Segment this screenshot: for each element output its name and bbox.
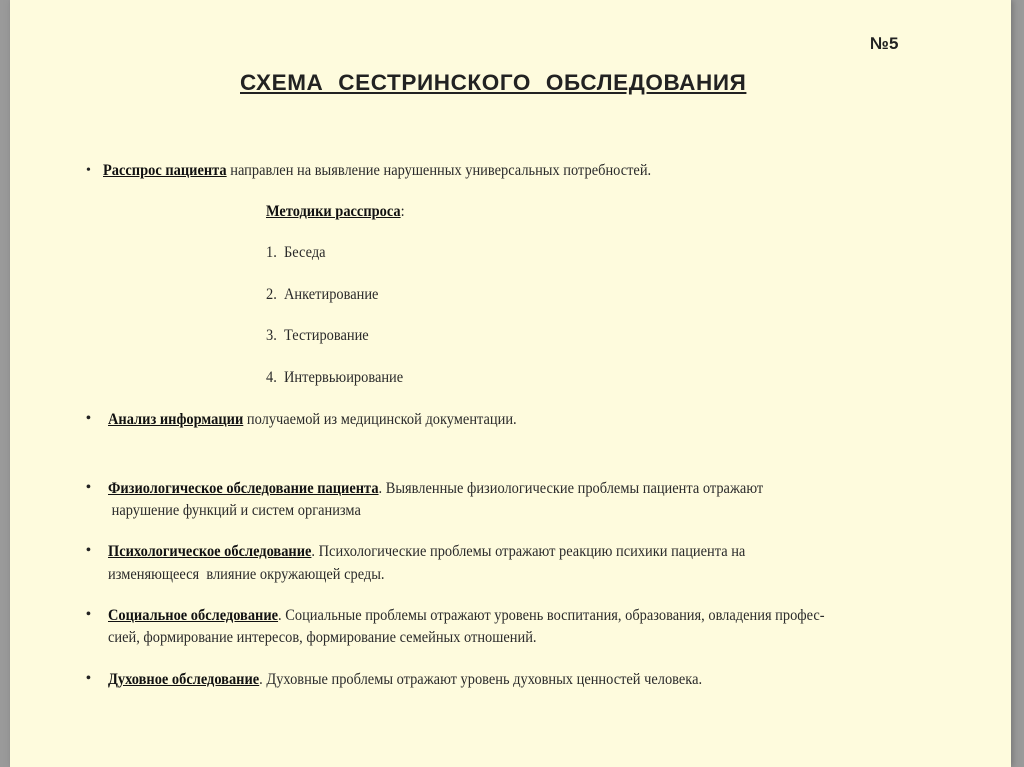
bullet-icon: • [86,543,91,558]
bullet-icon: • [86,411,91,426]
slide-number: №5 [870,34,899,53]
list-item [108,671,702,689]
item-bold: Анализ информации [108,411,244,428]
intro-text: направлен на выявление нарушенных универсальных потребностей. [226,162,652,179]
intro-bold: Расспрос пациента [103,162,227,179]
method-item: 1. Беседа [266,244,326,261]
methods-heading: Методики расспроса [266,203,401,220]
method-item: 3. Тестирование [266,327,369,344]
item-bold: Физиологическое обследование пациента [108,480,379,497]
item-bold: Социальное обследование [108,607,279,624]
bullet-icon: • [86,163,91,178]
list-item [108,411,517,429]
item-bold: Духовное обследование [108,671,260,688]
item-text: . Психологические проблемы отражают реакцию психики пациента на [311,543,746,560]
item-text: . Выявленные физиологические проблемы пациента отражают [378,480,764,497]
bullet-icon: • [86,480,91,495]
methods-colon: : [400,203,405,220]
item-text: получаемой из медицинской документации. [243,411,517,428]
methods-heading-line [266,203,405,221]
item-bold: Психологическое обследование [108,543,312,560]
item-text-continued: сией, формирование интересов, формирование семейных отношений. [108,629,537,646]
method-item: 4. Интервьюирование [266,369,404,386]
page-title: СХЕМА СЕСТРИНСКОГО ОБСЛЕДОВАНИЯ [240,70,747,95]
item-text-continued: нарушение функций и систем организма [108,502,361,519]
method-item: 2. Анкетирование [266,286,379,303]
item-text: . Духовные проблемы отражают уровень духовных ценностей человека. [259,671,703,688]
item-text: . Социальные проблемы отражают уровень воспитания, образования, овладения профес- [278,607,825,624]
list-item [108,480,763,498]
slide [10,0,1011,767]
list-item [108,543,745,561]
bullet-icon: • [86,607,91,622]
intro-line [103,162,651,180]
bullet-icon: • [86,671,91,686]
item-text-continued: изменяющееся влияние окружающей среды. [108,566,385,583]
list-item [108,607,825,625]
